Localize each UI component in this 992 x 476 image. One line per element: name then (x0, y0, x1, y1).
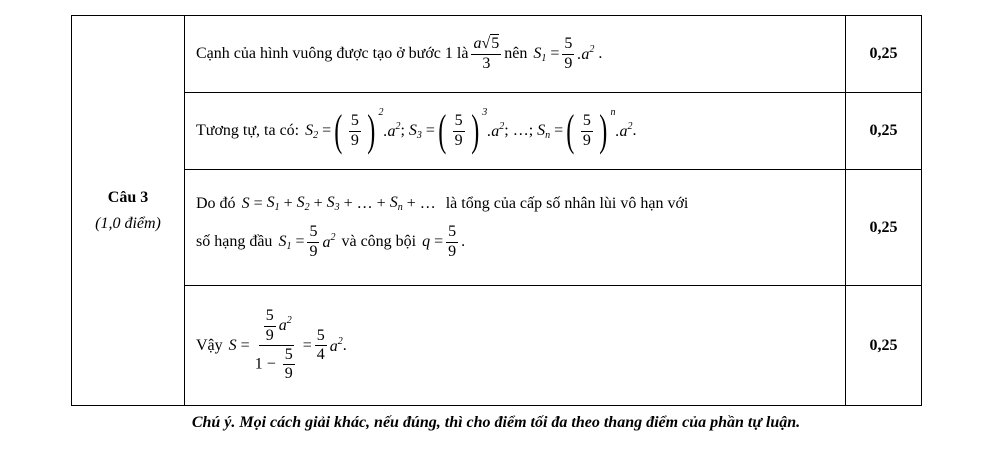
step-3-text-a: Do đó (196, 194, 236, 212)
footnote: Chú ý. Mọi cách giải khác, nếu đúng, thì cho điểm tối đa theo thang điểm của phần tự luận. (191, 414, 801, 431)
step-1-score: 0,25 (846, 16, 922, 93)
sum-formula-fraction: $\frac{5}{9}$ $a^2$ 1 − $\frac{5}{9}$ (254, 307, 293, 383)
question-label: Câu 3 (107, 188, 149, 206)
step-3-line-2: số hạng đầu $S_1$ = $\frac{5}{9}$ $a^2$ và công bội q = $\frac{5}{9}$ . (196, 223, 466, 260)
question-label-cell (72, 16, 185, 406)
side-length-fraction: $\frac{a√5}{3}$ (473, 35, 500, 72)
step-1-content: Cạnh của hình vuông được tạo ở bước 1 là $\frac{a√5}{3}$ nên $S_1$ = $\frac{5}{9}$ $.a^2$ . (185, 16, 846, 93)
step-3-text-c: số hạng đầu (196, 233, 273, 250)
step-2-score: 0,25 (846, 93, 922, 170)
step-3-text-d: và công bội (341, 233, 417, 250)
s1-formula: $S_1$ (533, 44, 547, 64)
step-4-text-a: Vậy (196, 336, 223, 354)
step-3-text-b: là tổng của cấp số nhân lùi vô hạn với (445, 194, 689, 212)
step-3-line-1: Do đó S = $S_1$ + $S_2$ + $S_3$ + … + $S_n$ + … là tổng của cấp số nhân lùi vô hạn với (196, 194, 689, 214)
step-1-text-b: nên (504, 45, 528, 62)
step-4-content: Vậy S = $\frac{5}{9}$ $a^2$ 1 − $\frac{5}{9}$ = $\frac{5}{4}$ $a^2$ . (185, 286, 846, 406)
step-2-text-a: Tương tự, ta có: (196, 122, 300, 139)
question-points: (1,0 điểm) (95, 214, 161, 232)
step-3-score: 0,25 (846, 170, 922, 286)
grading-table (71, 15, 922, 406)
step-4-score: 0,25 (846, 286, 922, 406)
step-2-content: Tương tự, ta có: $S_2$ = ( $\frac{5}{9}$ ) 2 $.a^2$ ; $S_3$ = ( $\frac{5}{9}$ ) 3 $.a^2$ ; …; $S_n$ = ( $\frac{5}{9}$ ) n $.a^2$ . (185, 93, 846, 170)
step-1-text-a: Cạnh của hình vuông được tạo ở bước 1 là (196, 45, 469, 62)
step-3-content (185, 170, 846, 286)
